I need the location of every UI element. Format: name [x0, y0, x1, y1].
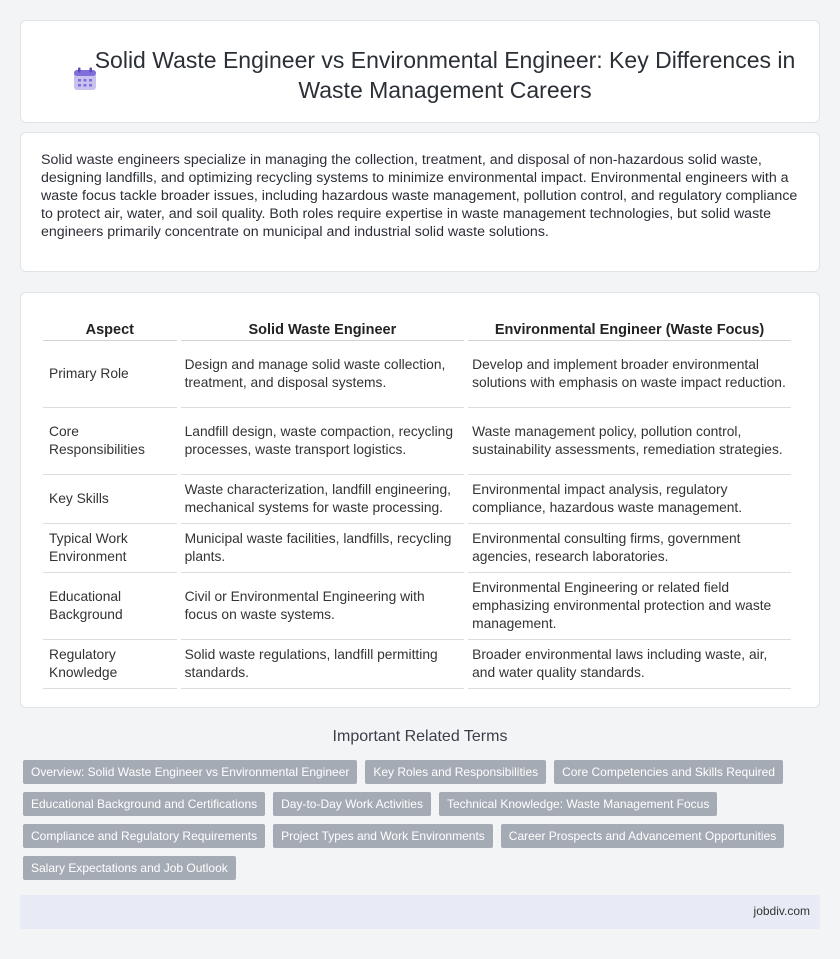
related-terms-list: [23, 760, 823, 888]
related-tag[interactable]: Overview: Solid Waste Engineer vs Environmental Engineer: [23, 760, 357, 784]
row-aspect: Regulatory Knowledge: [43, 640, 177, 689]
row-environmental: Environmental impact analysis, regulatory compliance, hazardous waste management.: [468, 475, 791, 524]
row-solid-waste: Design and manage solid waste collection, treatment, and disposal systems.: [181, 341, 465, 408]
page-title: Solid Waste Engineer vs Environmental Engineer: Key Differences in Waste Management Careers: [94, 47, 796, 103]
row-aspect: Typical Work Environment: [43, 524, 177, 573]
related-terms-title: Important Related Terms: [332, 728, 508, 745]
footer: [20, 895, 820, 929]
row-environmental: Develop and implement broader environmental solutions with emphasis on waste impact reduction.: [468, 341, 791, 408]
row-solid-waste: Municipal waste facilities, landfills, recycling plants.: [181, 524, 465, 573]
comparison-card: [20, 292, 820, 708]
row-solid-waste: Civil or Environmental Engineering with focus on waste systems.: [181, 573, 465, 640]
table-row: [43, 640, 791, 689]
title-card: [20, 20, 820, 123]
row-environmental: Environmental Engineering or related field emphasizing environmental protection and waste management.: [468, 573, 791, 640]
related-tag[interactable]: Technical Knowledge: Waste Management Focus: [439, 792, 717, 816]
row-environmental: Broader environmental laws including waste, air, and water quality standards.: [468, 640, 791, 689]
row-aspect: Key Skills: [43, 475, 177, 524]
related-tag[interactable]: Educational Background and Certifications: [23, 792, 265, 816]
intro-paragraph: Solid waste engineers specialize in managing the collection, treatment, and disposal of non-hazardous solid waste, designing landfills, and optimizing recycling systems to minimize environmental impact. Environmental engineers with a waste focus tackle broader issues, including hazardous waste management, pollution control, and regulatory compliance to protect air, water, and soil quality. Both roles require expertise in waste management technologies, but solid waste engineers primarily concentrate on municipal and industrial solid waste solutions.: [41, 152, 798, 240]
row-aspect: Educational Background: [43, 573, 177, 640]
footer-site-link[interactable]: jobdiv.com: [753, 904, 810, 918]
table-row: [43, 475, 791, 524]
row-aspect: Primary Role: [43, 341, 177, 408]
intro-card: [20, 132, 820, 272]
related-tag[interactable]: Salary Expectations and Job Outlook: [23, 856, 236, 880]
row-solid-waste: Landfill design, waste compaction, recycling processes, waste transport logistics.: [181, 408, 465, 475]
row-solid-waste: Waste characterization, landfill engineering, mechanical systems for waste processing.: [181, 475, 465, 524]
row-environmental: Environmental consulting firms, government agencies, research laboratories.: [468, 524, 791, 573]
table-row: [43, 573, 791, 640]
table-row: [43, 408, 791, 475]
related-tag[interactable]: Day-to-Day Work Activities: [273, 792, 431, 816]
related-tag[interactable]: Career Prospects and Advancement Opportunities: [501, 824, 784, 848]
row-solid-waste: Solid waste regulations, landfill permitting standards.: [181, 640, 465, 689]
table-row: [43, 524, 791, 573]
related-tag[interactable]: Project Types and Work Environments: [273, 824, 493, 848]
related-tag[interactable]: Key Roles and Responsibilities: [365, 760, 546, 784]
row-aspect: Core Responsibilities: [43, 408, 177, 475]
table-header-row: [43, 313, 791, 341]
table-row: [43, 341, 791, 408]
header-solid-waste-engineer: Solid Waste Engineer: [181, 313, 465, 341]
row-environmental: Waste management policy, pollution control, sustainability assessments, remediation strategies.: [468, 408, 791, 475]
related-tag[interactable]: Compliance and Regulatory Requirements: [23, 824, 265, 848]
header-aspect: Aspect: [43, 313, 177, 341]
header-environmental-engineer: Environmental Engineer (Waste Focus): [468, 313, 791, 341]
comparison-table: [39, 313, 795, 689]
related-tag[interactable]: Core Competencies and Skills Required: [554, 760, 783, 784]
